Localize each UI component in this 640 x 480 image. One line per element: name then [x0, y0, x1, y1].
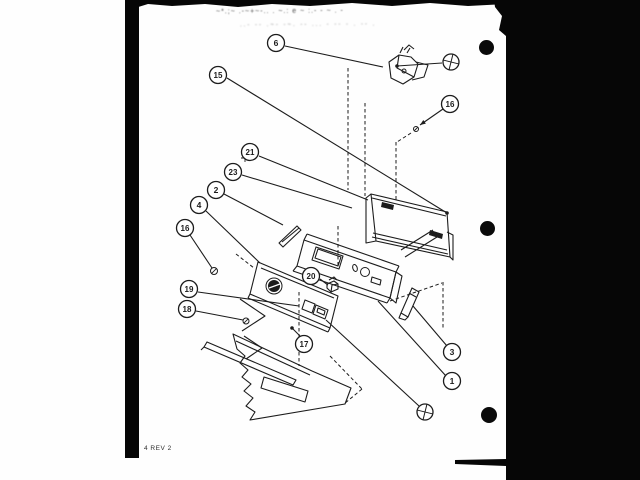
callout-6 — [268, 35, 384, 68]
callout-16 — [420, 96, 459, 126]
svg-text:23: 23 — [228, 168, 238, 177]
part-trim-endcap-right — [399, 288, 419, 320]
callout-19 — [181, 281, 300, 307]
svg-text:1: 1 — [449, 376, 455, 386]
screw-fastener — [414, 127, 419, 132]
svg-text:15: 15 — [213, 71, 223, 80]
callout-20 — [303, 268, 329, 286]
callout-4 — [191, 197, 261, 264]
part-projection-lines — [236, 68, 443, 404]
svg-text:19: 19 — [184, 285, 194, 294]
part-break-marks — [240, 299, 265, 359]
svg-text:20: 20 — [306, 272, 316, 281]
screw-fastener — [211, 268, 218, 275]
header-smudge: ..- -- .~- -~. -- ... - -- - . -- . — [239, 21, 377, 29]
part-mounting-clip — [327, 277, 338, 292]
callout-18 — [179, 301, 244, 321]
part-base-panel-assembly — [201, 334, 351, 420]
callout-15 — [210, 67, 449, 215]
part-rear-access-panel — [366, 194, 453, 260]
svg-text:18: 18 — [182, 305, 192, 314]
callout-16 — [177, 220, 213, 269]
callout-17 — [290, 326, 312, 352]
callout-2 — [208, 182, 284, 226]
svg-text:4: 4 — [196, 200, 202, 210]
screw-symbol — [326, 320, 435, 422]
part-trim-endcap-upper — [279, 226, 301, 247]
svg-text:17: 17 — [299, 340, 309, 349]
svg-text:16: 16 — [180, 224, 190, 233]
header-smudge: ~*.;~ .-~+~-.. . ~.: e ~ :.- - ~ . - — [215, 7, 344, 16]
svg-text:3: 3 — [449, 347, 455, 357]
callout-21 — [241, 144, 368, 201]
callout-3 — [413, 306, 461, 361]
svg-text:6: 6 — [273, 38, 279, 48]
page-number: 4 REV 2 — [144, 445, 172, 452]
svg-text:21: 21 — [245, 148, 255, 157]
screw-fastener — [243, 318, 249, 324]
part-console-front-panel — [248, 262, 338, 332]
svg-text:16: 16 — [445, 100, 455, 109]
svg-text:2: 2 — [213, 185, 219, 195]
